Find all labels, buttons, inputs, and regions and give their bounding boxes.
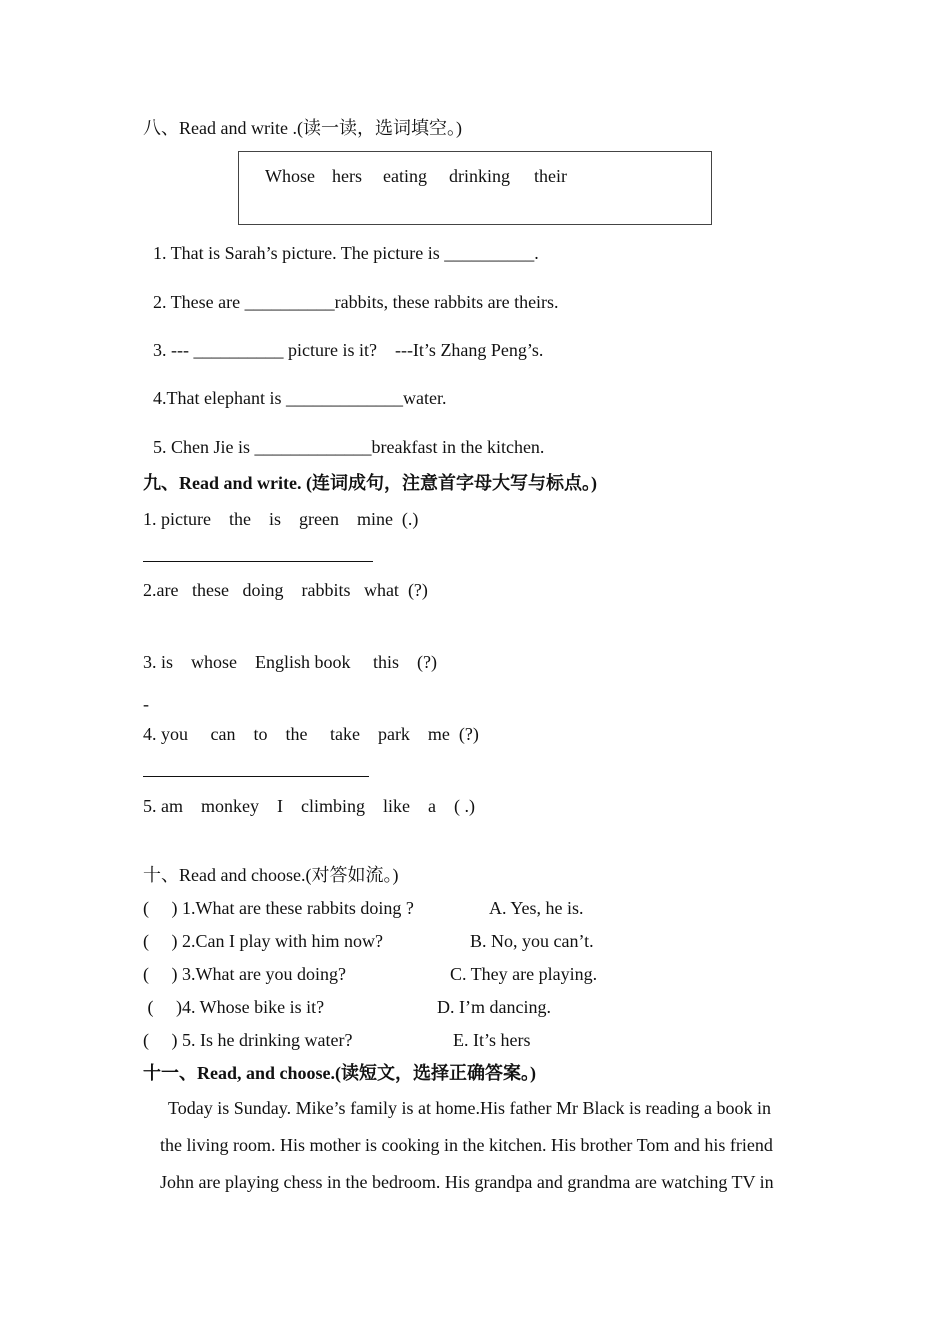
answer-line: [143, 776, 369, 777]
section9-heading: 九、Read and write. (连词成句，注意首字母大写与标点。): [143, 473, 597, 493]
s8-item-4: 4.That elephant is _____________water.: [153, 388, 447, 408]
word-bank-item: hers: [332, 166, 362, 186]
s10-answer-a: A. Yes, he is.: [489, 898, 584, 918]
s10-answer-c: C. They are playing.: [450, 964, 598, 984]
word-bank-item: eating: [383, 166, 427, 186]
word-bank-item: drinking: [449, 166, 510, 186]
s9-item-2: 2.are these doing rabbits what (?): [143, 580, 428, 600]
passage-line-1: Today is Sunday. Mike’s family is at home.His father Mr Black is reading a book in: [168, 1098, 771, 1118]
word-bank-item: their: [534, 166, 567, 186]
answer-line: [143, 561, 373, 562]
section8-heading: 八、Read and write .(读一读，选词填空。): [143, 118, 462, 138]
s10-question-4: ( )4. Whose bike is it?: [143, 997, 325, 1017]
s10-question-2: ( ) 2.Can I play with him now?: [143, 931, 383, 951]
passage-line-2: the living room. His mother is cooking in the kitchen. His brother Tom and his friend: [160, 1135, 773, 1155]
s9-item-5: 5. am monkey I climbing like a ( .): [143, 796, 475, 816]
s9-item-4: 4. you can to the take park me (?): [143, 724, 479, 744]
s10-answer-e: E. It’s hers: [453, 1030, 531, 1050]
s10-question-5: ( ) 5. Is he drinking water?: [143, 1030, 353, 1050]
s8-item-3: 3. --- __________ picture is it? ---It’s Zhang Peng’s.: [153, 340, 544, 360]
s8-item-2: 2. These are __________rabbits, these rabbits are theirs.: [153, 292, 559, 312]
s10-answer-b: B. No, you can’t.: [470, 931, 594, 951]
s9-item-3: 3. is whose English book this (?): [143, 652, 437, 672]
s8-item-1: 1. That is Sarah’s picture. The picture is __________.: [153, 243, 539, 263]
s10-question-1: ( ) 1.What are these rabbits doing ?: [143, 898, 414, 918]
word-bank-box: [238, 151, 712, 225]
s9-item-1: 1. picture the is green mine (.): [143, 509, 419, 529]
section10-heading: 十、Read and choose.(对答如流。): [143, 865, 399, 885]
s10-question-3: ( ) 3.What are you doing?: [143, 964, 346, 984]
s8-item-5: 5. Chen Jie is _____________breakfast in the kitchen.: [153, 437, 545, 457]
stray-dash: -: [143, 694, 149, 714]
passage-line-3: John are playing chess in the bedroom. His grandpa and grandma are watching TV in: [160, 1172, 774, 1192]
word-bank-item: Whose: [265, 166, 315, 186]
s10-answer-d: D. I’m dancing.: [437, 997, 551, 1017]
section11-heading: 十一、Read, and choose.(读短文，选择正确答案。): [143, 1063, 537, 1083]
